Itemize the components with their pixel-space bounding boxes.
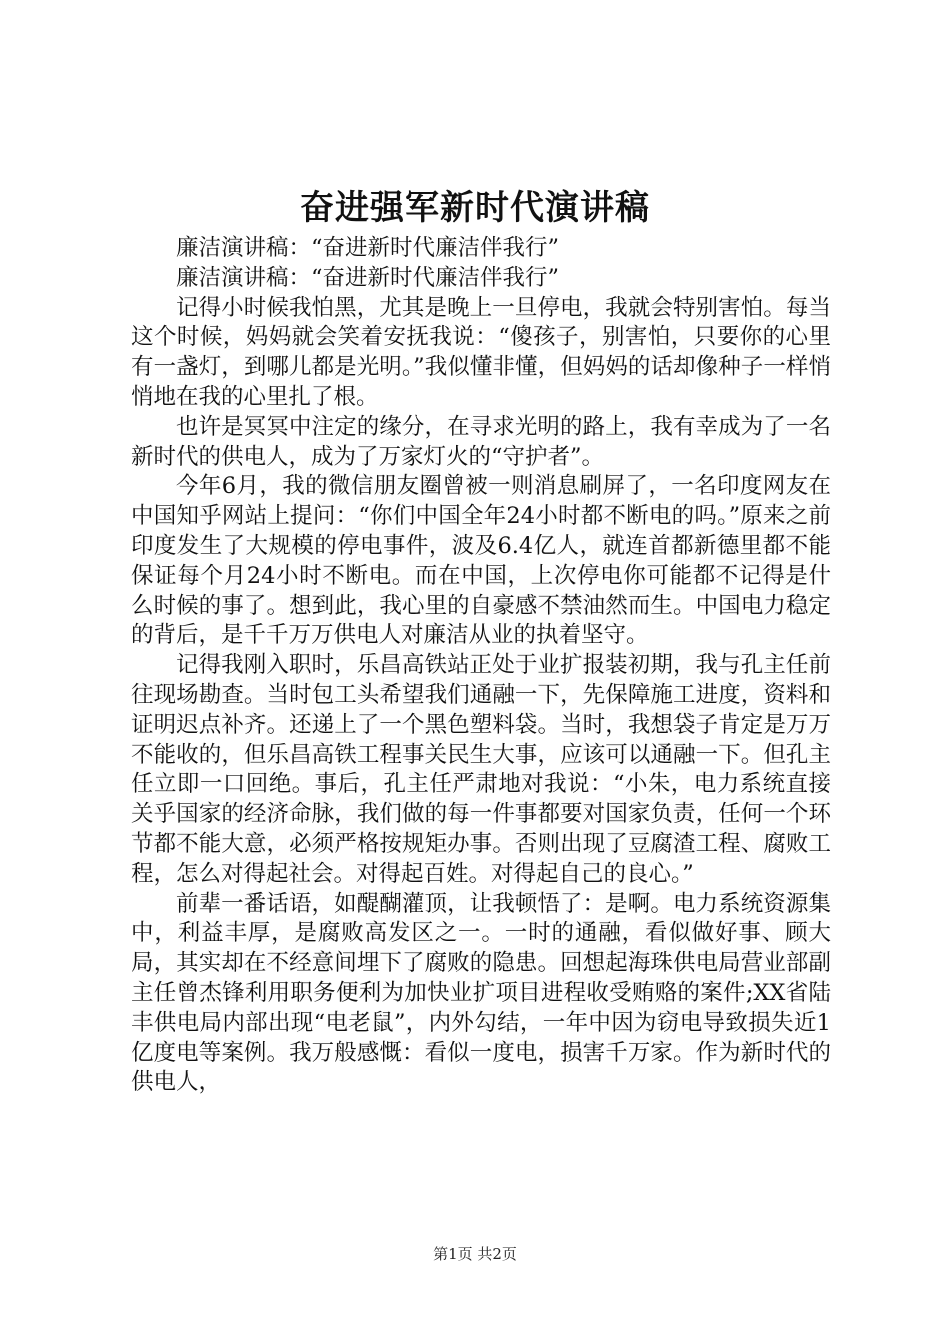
paragraph-first-job: 记得我刚入职时，乐昌高铁站正处于业扩报装初期，我与孔主任前往现场勘查。当时包工头希望我们通融一下，先保障施工进度，资料和证明迟点补齐。还递上了一个黑色塑料袋。当时，我想袋子肯定是万万不能收的，但乐昌高铁工程事关民生大事，应该可以通融一下。但孔主任立即一口回绝。事后，孔主任严肃地对我说：“小朱，电力系统直接关乎国家的经济命脉，我们做的每一件事都要对国家负责，任何一个环节都不能大意，必须严格按规矩办事。否则出现了豆腐渣工程、腐败工程，怎么对得起社会。对得起百姓。对得起自己的良心。”	[131, 652, 831, 887]
paragraph-subtitle-2: 廉洁演讲稿：“奋进新时代廉洁伴我行”	[176, 264, 560, 291]
document-body	[131, 234, 831, 1098]
paragraph-realization: 前辈一番话语，如醍醐灌顶，让我顿悟了：是啊。电力系统资源集中，利益丰厚，是腐败高发区之一。一时的通融，看似做好事、顾大局，其实却在不经意间埋下了腐败的隐患。回想起海珠供电局营业部副主任曾杰锋利用职务便利为加快业扩项目进程收受贿赂的案件;XX省陆丰供电局内部出现“电老鼠”，内外勾结，一年中因为窃电导致损失近1亿度电等案例。我万般感慨：看似一度电，损害千万家。作为新时代的供电人，	[131, 890, 831, 1096]
paragraph-destiny: 也许是冥冥中注定的缘分，在寻求光明的路上，我有幸成为了一名新时代的供电人，成为了万家灯火的“守护者”。	[131, 413, 831, 470]
paragraph-subtitle-1: 廉洁演讲稿：“奋进新时代廉洁伴我行”	[176, 235, 560, 261]
document-title: 奋进强军新时代演讲稿	[300, 188, 650, 228]
paragraph-india-outage: 今年6月，我的微信朋友圈曾被一则消息刷屏了，一名印度网友在中国知乎网站上提问：“你们中国全年24小时都不断电的吗。”原来之前印度发生了大规模的停电事件，波及6.4亿人，就连首都新德里都不能保证每个月24小时不断电。而在中国，上次停电你可能都不记得是什么时候的事了。想到此，我心里的自豪感不禁油然而生。中国电力稳定的背后，是千千万万供电人对廉洁从业的执着坚守。	[131, 473, 831, 649]
paragraph-childhood: 记得小时候我怕黑，尤其是晚上一旦停电，我就会特别害怕。每当这个时候，妈妈就会笑着安抚我说：“傻孩子，别害怕，只要你的心里有一盏灯，到哪儿都是光明。”我似懂非懂，但妈妈的话却像种子一样悄悄地在我的心里扎了根。	[131, 294, 831, 410]
page-number-footer: 第1页 共2页	[433, 1245, 517, 1263]
